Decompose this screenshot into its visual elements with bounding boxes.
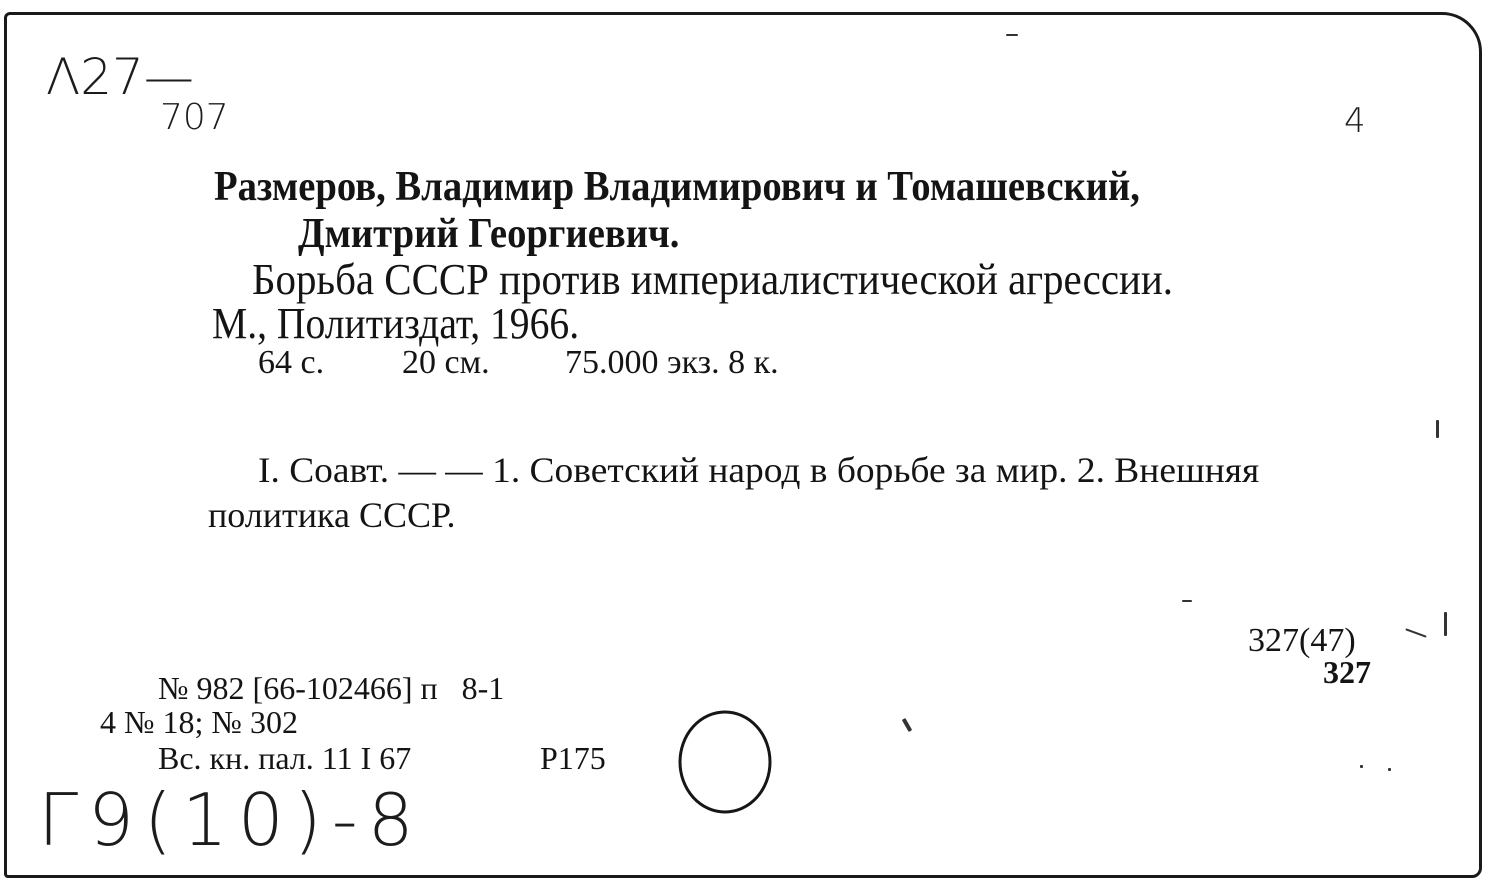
author-heading-line1: Размеров, Владимир Владимирович и Томашевский, — [214, 164, 1140, 210]
tracings-line1: I. Соавт. — — 1. Советский народ в борьбе за мир. 2. Внешняя — [258, 450, 1260, 490]
author-heading-line2: Дмитрий Георгиевич. — [298, 211, 680, 257]
chamber-code: P175 — [540, 740, 606, 776]
punch-hole-icon — [672, 706, 782, 816]
chamber-line: Вс. кн. пал. 11 I 67 — [158, 740, 412, 776]
classification-primary: 327(47) — [1248, 622, 1356, 659]
scan-speck — [1006, 34, 1018, 36]
handwritten-bottom-mark: Г9(10)-8 — [38, 778, 424, 862]
imprint-line: М., Политиздат, 1966. — [212, 299, 580, 348]
scan-speck — [1388, 768, 1391, 771]
scan-speck — [1360, 765, 1363, 768]
classification-secondary: 327 — [1323, 654, 1371, 690]
book-size: 20 см. — [402, 344, 490, 381]
scan-speck — [1182, 600, 1192, 602]
tracings-line2: политика СССР. — [208, 495, 456, 535]
page-count: 64 с. — [258, 344, 325, 381]
scan-speck — [1444, 612, 1447, 636]
issue-number-line: 4 № 18; № 302 — [100, 704, 298, 740]
card-number-line: № 982 [66-102466] п 8-1 — [158, 670, 505, 706]
scan-speck — [1436, 420, 1439, 438]
print-run-price: 75.000 экз. 8 к. — [565, 344, 779, 381]
handwritten-shelfmark-sub: 707 — [160, 97, 229, 138]
book-title-line1: Борьба СССР против империалистической агрессии. — [252, 255, 1174, 304]
handwritten-corner-number: 4 — [1344, 101, 1366, 141]
handwritten-shelfmark: Λ27— — [46, 48, 194, 106]
